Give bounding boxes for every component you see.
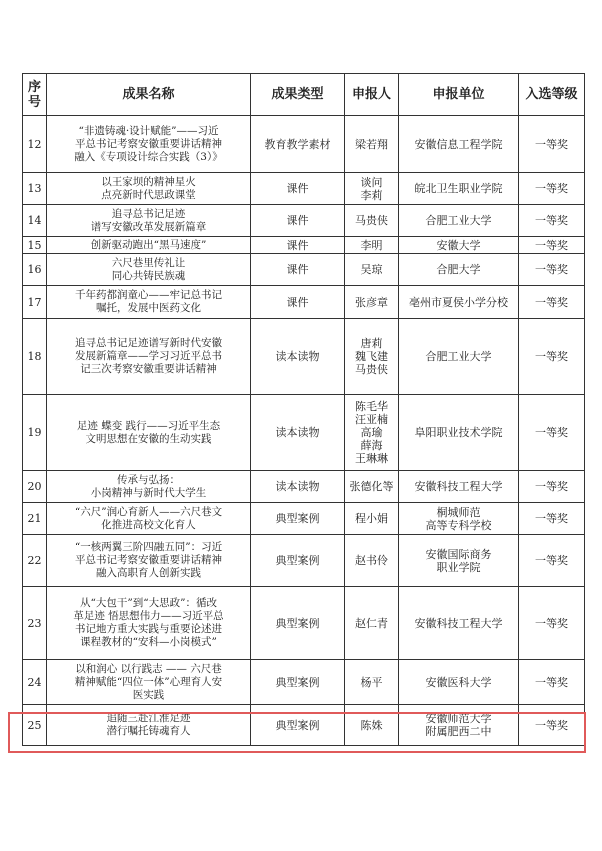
cell-no: 24	[23, 660, 47, 705]
cell-level: 一等奖	[519, 535, 585, 587]
table-row	[23, 503, 585, 535]
cell-unit: 安徽师范大学 附属肥西二中	[399, 705, 519, 746]
cell-person: 张彦章	[345, 286, 399, 319]
cell-person: 陈姝	[345, 705, 399, 746]
cell-level: 一等奖	[519, 116, 585, 173]
table-row	[23, 660, 585, 705]
cell-unit: 合肥大学	[399, 254, 519, 286]
cell-no: 18	[23, 319, 47, 395]
table-row	[23, 286, 585, 319]
cell-person: 赵仁青	[345, 587, 399, 660]
header-person: 申报人	[345, 74, 399, 116]
header-no: 序 号	[23, 74, 47, 116]
table-row	[23, 254, 585, 286]
cell-type: 课件	[251, 237, 345, 254]
table-row	[23, 173, 585, 205]
cell-level: 一等奖	[519, 503, 585, 535]
cell-person: 陈毛华 汪亚楠 高瑜 薛海 王琳琳	[345, 395, 399, 471]
cell-level: 一等奖	[519, 173, 585, 205]
cell-name: 追寻总书记足迹谱写新时代安徽 发展新篇章——学习习近平总书 记三次考察安徽重要讲话精神	[47, 319, 251, 395]
cell-no: 19	[23, 395, 47, 471]
cell-level: 一等奖	[519, 705, 585, 746]
cell-name: 千年药都润童心——牢记总书记 嘱托，发展中医药文化	[47, 286, 251, 319]
cell-no: 13	[23, 173, 47, 205]
cell-no: 16	[23, 254, 47, 286]
cell-type: 课件	[251, 205, 345, 237]
cell-level: 一等奖	[519, 587, 585, 660]
header-row	[23, 74, 585, 116]
cell-name: 创新驱动跑出“黑马速度”	[47, 237, 251, 254]
cell-level: 一等奖	[519, 319, 585, 395]
cell-no: 21	[23, 503, 47, 535]
cell-unit: 安徽科技工程大学	[399, 587, 519, 660]
cell-person: 唐莉 魏飞建 马贵侠	[345, 319, 399, 395]
cell-name: 传承与弘扬： 小岗精神与新时代大学生	[47, 471, 251, 503]
cell-person: 李明	[345, 237, 399, 254]
cell-level: 一等奖	[519, 237, 585, 254]
table-row	[23, 205, 585, 237]
cell-name: “一核两翼三阶四融五同”：习近 平总书记考察安徽重要讲话精神 融入高职育人创新实践	[47, 535, 251, 587]
cell-name: “非遗铸魂·设计赋能”——习近 平总书记考察安徽重要讲话精神 融入《专项设计综合实践（3）》	[47, 116, 251, 173]
cell-no: 25	[23, 705, 47, 746]
cell-type: 教育教学素材	[251, 116, 345, 173]
cell-level: 一等奖	[519, 286, 585, 319]
cell-type: 典型案例	[251, 535, 345, 587]
cell-level: 一等奖	[519, 205, 585, 237]
cell-type: 课件	[251, 254, 345, 286]
cell-unit: 皖北卫生职业学院	[399, 173, 519, 205]
cell-person: 谈问 李莉	[345, 173, 399, 205]
cell-person: 吴琼	[345, 254, 399, 286]
header-unit: 申报单位	[399, 74, 519, 116]
cell-no: 23	[23, 587, 47, 660]
cell-level: 一等奖	[519, 254, 585, 286]
cell-name: 以和润心 以行践志 —— 六尺巷 精神赋能“四位一体”心理育人安 医实践	[47, 660, 251, 705]
cell-type: 典型案例	[251, 587, 345, 660]
cell-name: 以王家坝的精神星火 点亮新时代思政课堂	[47, 173, 251, 205]
cell-type: 读本读物	[251, 319, 345, 395]
cell-name: 足迹 蝶变 践行——习近平生态 文明思想在安徽的生动实践	[47, 395, 251, 471]
table-row	[23, 395, 585, 471]
header-name: 成果名称	[47, 74, 251, 116]
cell-type: 典型案例	[251, 503, 345, 535]
cell-no: 20	[23, 471, 47, 503]
cell-no: 12	[23, 116, 47, 173]
cell-name: 追寻总书记足迹 谱写安徽改革发展新篇章	[47, 205, 251, 237]
cell-level: 一等奖	[519, 660, 585, 705]
cell-unit: 阜阳职业技术学院	[399, 395, 519, 471]
cell-name: “六尺”润心育新人——六尺巷文 化推进高校文化育人	[47, 503, 251, 535]
cell-unit: 安徽信息工程学院	[399, 116, 519, 173]
cell-no: 17	[23, 286, 47, 319]
cell-person: 梁若翔	[345, 116, 399, 173]
table-row	[23, 705, 585, 746]
header-level: 入选等级	[519, 74, 585, 116]
header-type: 成果类型	[251, 74, 345, 116]
cell-no: 22	[23, 535, 47, 587]
cell-name: 从“大包干”到“大思政”：循改 革足迹 悟思想伟力——习近平总 书记地方重大实践与重要论述进 课程教材的“安科—小岗模式”	[47, 587, 251, 660]
cell-level: 一等奖	[519, 471, 585, 503]
cell-person: 张德化等	[345, 471, 399, 503]
cell-unit: 安徽医科大学	[399, 660, 519, 705]
cell-unit: 安徽大学	[399, 237, 519, 254]
cell-unit: 合肥工业大学	[399, 319, 519, 395]
cell-person: 赵书伶	[345, 535, 399, 587]
table-row	[23, 319, 585, 395]
cell-person: 杨平	[345, 660, 399, 705]
cell-type: 读本读物	[251, 471, 345, 503]
cell-type: 课件	[251, 286, 345, 319]
cell-name: 追随三赴江淮足迹 潜行嘱托铸魂育人	[47, 705, 251, 746]
cell-unit: 合肥工业大学	[399, 205, 519, 237]
cell-type: 典型案例	[251, 705, 345, 746]
cell-unit: 安徽国际商务 职业学院	[399, 535, 519, 587]
cell-person: 马贵侠	[345, 205, 399, 237]
table-row	[23, 587, 585, 660]
cell-unit: 桐城师范 高等专科学校	[399, 503, 519, 535]
table-row	[23, 237, 585, 254]
cell-type: 读本读物	[251, 395, 345, 471]
table-row	[23, 471, 585, 503]
cell-person: 程小娟	[345, 503, 399, 535]
cell-unit: 安徽科技工程大学	[399, 471, 519, 503]
table-row	[23, 535, 585, 587]
cell-level: 一等奖	[519, 395, 585, 471]
table-body	[23, 116, 585, 746]
cell-unit: 亳州市夏侯小学分校	[399, 286, 519, 319]
table-row	[23, 116, 585, 173]
cell-no: 15	[23, 237, 47, 254]
cell-no: 14	[23, 205, 47, 237]
cell-type: 课件	[251, 173, 345, 205]
awards-table	[22, 73, 585, 746]
cell-name: 六尺巷里传礼让 同心共铸民族魂	[47, 254, 251, 286]
cell-type: 典型案例	[251, 660, 345, 705]
